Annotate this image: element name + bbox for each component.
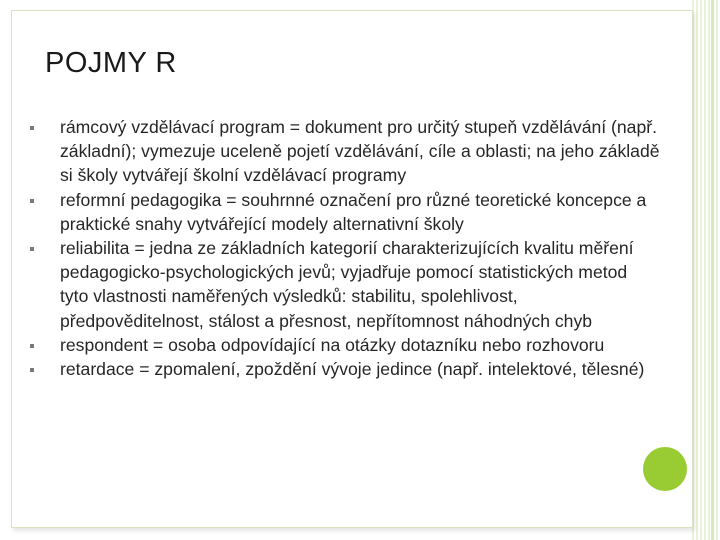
list-item-retardace bbox=[60, 357, 660, 381]
decorative-stripe-line bbox=[711, 0, 714, 540]
list-item-text: retardace = zpomalení, zpoždění vývoje jedince (např. intelektové, tělesné) bbox=[60, 359, 645, 380]
bullet-icon bbox=[30, 368, 34, 372]
list-item-text: respondent = osoba odpovídající na otázky dotazníku nebo rozhovoru bbox=[60, 334, 605, 355]
bullet-icon bbox=[30, 126, 34, 130]
bullet-icon bbox=[30, 247, 34, 251]
term-list bbox=[60, 115, 660, 381]
list-item-text: reformní pedagogika = souhrnné označení pro různé teoretické koncepce a praktické snahy vytvářející modely alternativní školy bbox=[60, 189, 647, 234]
list-item-reliabilita bbox=[60, 236, 660, 333]
slide-title: POJMY R bbox=[45, 47, 177, 79]
list-item-text: rámcový vzdělávací program = dokument pro určitý stupeň vzdělávání (např. základní); vymezuje uceleně pojetí vzdělávání, cíle a oblasti; na jeho základě si školy vytvářejí školní vzdělávací programy bbox=[60, 117, 660, 186]
green-circle-decoration bbox=[643, 447, 687, 491]
list-item-text: reliabilita = jedna ze základních kategorií charakterizujících kvalitu měření pedagogicko-psychologických jevů; vyjadřuje pomocí statistických metod tyto vlastnosti naměřených výsledků: stabilitu, spolehlivost, předpověditelnost, stálost a přesnost, nepřítomnost náhodných chyb bbox=[60, 238, 634, 331]
bullet-icon bbox=[30, 199, 34, 203]
decorative-stripes bbox=[692, 0, 720, 540]
list-item-reformni-pedagogika bbox=[60, 188, 660, 236]
bullet-icon bbox=[30, 344, 34, 348]
list-item-ramcovy-program bbox=[60, 115, 660, 188]
list-item-respondent bbox=[60, 333, 660, 357]
